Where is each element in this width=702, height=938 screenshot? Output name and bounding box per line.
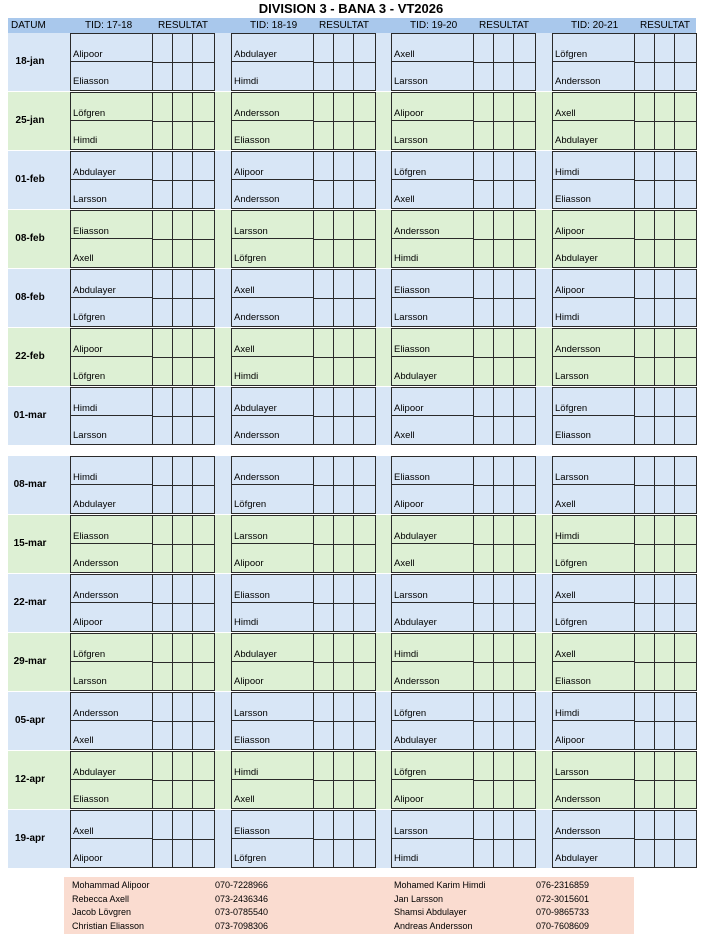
table-row (8, 269, 696, 327)
player-home: Larsson (392, 811, 473, 839)
match-cell (231, 269, 376, 327)
result-divider (152, 416, 214, 417)
result-divider (313, 298, 375, 299)
result-divider (313, 603, 375, 604)
result-divider (152, 544, 214, 545)
player-home: Abdulayer (71, 752, 152, 780)
match-cell (552, 692, 697, 750)
player-home: Axell (553, 575, 634, 603)
header-slot-3: TID: 19-20 (410, 20, 458, 31)
player-away: Eliasson (555, 194, 591, 205)
player-home: Himdi (553, 516, 634, 544)
result-divider (152, 239, 214, 240)
table-row (8, 515, 696, 573)
match-cell (391, 574, 536, 632)
player-home: Abdulayer (71, 270, 152, 298)
contact-name: Mohammad Alipoor (72, 880, 150, 890)
player-home: Andersson (392, 211, 473, 239)
match-cell (391, 210, 536, 268)
result-divider (152, 662, 214, 663)
result-divider (473, 839, 535, 840)
player-away: Alipoor (73, 617, 103, 628)
player-home: Andersson (553, 329, 634, 357)
result-divider (473, 780, 535, 781)
player-away: Alipoor (394, 794, 424, 805)
player-away: Abdulayer (73, 499, 116, 510)
table-row (8, 633, 696, 691)
player-away: Alipoor (73, 853, 103, 864)
player-home: Abdulayer (71, 152, 152, 180)
player-away: Larsson (73, 430, 107, 441)
player-home: Abdulayer (392, 516, 473, 544)
player-away: Eliasson (555, 430, 591, 441)
player-home: Abdulayer (232, 388, 313, 416)
table-row (8, 328, 696, 386)
header-datum: DATUM (11, 20, 46, 31)
result-divider (152, 721, 214, 722)
table-row (8, 751, 696, 809)
match-cell (552, 269, 697, 327)
result-divider (313, 780, 375, 781)
result-divider (152, 603, 214, 604)
player-home: Himdi (392, 634, 473, 662)
player-away: Abdulayer (555, 253, 598, 264)
result-divider (473, 180, 535, 181)
result-divider (152, 485, 214, 486)
row-date: 08-feb (15, 233, 45, 244)
player-away: Andersson (394, 676, 440, 687)
player-home: Alipoor (392, 388, 473, 416)
player-home: Alipoor (553, 211, 634, 239)
contact-phone: 070-7608609 (536, 920, 590, 931)
result-divider (152, 180, 214, 181)
match-cell (231, 33, 376, 91)
player-home: Alipoor (392, 93, 473, 121)
match-cell (391, 151, 536, 209)
contact-name: Andreas Andersson (394, 920, 473, 931)
result-divider (634, 780, 696, 781)
match-cell (552, 387, 697, 445)
table-row (8, 387, 696, 445)
player-away: Himdi (234, 76, 259, 87)
match-cell (391, 633, 536, 691)
player-away: Löfgren (555, 558, 588, 569)
player-home: Löfgren (71, 634, 152, 662)
player-away: Andersson (234, 194, 280, 205)
player-home: Axell (553, 93, 634, 121)
match-cell (70, 151, 215, 209)
match-cell (231, 456, 376, 514)
player-away: Andersson (234, 430, 280, 441)
player-home: Löfgren (553, 388, 634, 416)
player-away: Andersson (234, 312, 280, 323)
player-home: Larsson (232, 211, 313, 239)
match-cell (391, 269, 536, 327)
row-date: 25-jan (15, 115, 45, 126)
result-divider (313, 721, 375, 722)
result-divider (473, 721, 535, 722)
player-away: Axell (73, 735, 94, 746)
player-away: Löfgren (234, 499, 267, 510)
player-home: Larsson (232, 693, 313, 721)
result-divider (152, 62, 214, 63)
player-home: Eliasson (232, 811, 313, 839)
player-home: Axell (232, 270, 313, 298)
result-divider (473, 298, 535, 299)
result-divider (634, 721, 696, 722)
contact-phone: 072-3015601 (536, 893, 590, 904)
player-away: Himdi (555, 312, 580, 323)
player-home: Larsson (232, 516, 313, 544)
player-home: Löfgren (71, 93, 152, 121)
player-away: Axell (555, 499, 576, 510)
player-away: Löfgren (234, 853, 267, 864)
row-date: 01-feb (15, 174, 45, 185)
player-away: Eliasson (73, 794, 109, 805)
player-away: Löfgren (234, 253, 267, 264)
player-home: Himdi (232, 752, 313, 780)
player-away: Himdi (234, 617, 259, 628)
match-cell (552, 151, 697, 209)
contact-phone: 070-7228966 (215, 880, 269, 890)
player-home: Larsson (392, 575, 473, 603)
player-away: Larsson (73, 194, 107, 205)
result-divider (634, 239, 696, 240)
result-divider (313, 62, 375, 63)
player-away: Eliasson (234, 735, 270, 746)
player-home: Eliasson (71, 516, 152, 544)
result-divider (152, 839, 214, 840)
result-divider (313, 121, 375, 122)
row-date: 08-mar (13, 479, 47, 490)
match-cell (552, 210, 697, 268)
player-away: Alipoor (234, 558, 264, 569)
match-cell (70, 210, 215, 268)
row-date: 22-feb (15, 351, 45, 362)
match-cell (70, 92, 215, 150)
match-cell (70, 633, 215, 691)
row-date: 12-apr (14, 774, 45, 785)
result-divider (634, 544, 696, 545)
table-row (8, 33, 696, 91)
result-divider (313, 839, 375, 840)
player-home: Axell (392, 34, 473, 62)
player-home: Eliasson (71, 211, 152, 239)
match-cell (231, 810, 376, 868)
match-cell (70, 692, 215, 750)
result-divider (634, 121, 696, 122)
contact-phone: 073-7098306 (215, 920, 269, 931)
player-home: Larsson (553, 752, 634, 780)
row-date: 08-feb (15, 292, 45, 303)
player-home: Himdi (553, 693, 634, 721)
header-resultat-4: RESULTAT (640, 20, 691, 31)
result-divider (152, 357, 214, 358)
result-divider (473, 544, 535, 545)
player-away: Abdulayer (394, 735, 437, 746)
player-home: Himdi (553, 152, 634, 180)
player-home: Alipoor (553, 270, 634, 298)
contact-name: Rebecca Axell (72, 893, 130, 904)
result-divider (634, 662, 696, 663)
player-away: Alipoor (555, 735, 585, 746)
result-divider (313, 357, 375, 358)
match-cell (552, 33, 697, 91)
result-divider (473, 485, 535, 486)
player-away: Abdulayer (394, 617, 437, 628)
match-cell (231, 751, 376, 809)
result-divider (473, 357, 535, 358)
result-divider (634, 298, 696, 299)
header-slot-4: TID: 20-21 (571, 20, 619, 31)
match-cell (70, 33, 215, 91)
header-resultat-1: RESULTAT (158, 20, 209, 31)
player-away: Himdi (394, 853, 419, 864)
player-home: Alipoor (71, 34, 152, 62)
player-home: Löfgren (553, 34, 634, 62)
result-divider (313, 544, 375, 545)
table-row (8, 151, 696, 209)
match-cell (70, 456, 215, 514)
player-away: Andersson (555, 76, 601, 87)
player-home: Andersson (71, 693, 152, 721)
match-cell (70, 574, 215, 632)
match-cell (552, 810, 697, 868)
match-cell (70, 269, 215, 327)
match-cell (552, 328, 697, 386)
match-cell (231, 633, 376, 691)
player-away: Larsson (394, 312, 428, 323)
match-cell (231, 210, 376, 268)
match-cell (552, 456, 697, 514)
result-divider (473, 121, 535, 122)
result-divider (634, 485, 696, 486)
result-divider (473, 662, 535, 663)
player-away: Axell (73, 253, 94, 264)
header-slot-2: TID: 18-19 (250, 20, 298, 31)
result-divider (313, 180, 375, 181)
contact-phone: 070-9865733 (536, 907, 590, 917)
player-home: Andersson (232, 457, 313, 485)
match-cell (552, 574, 697, 632)
result-divider (634, 603, 696, 604)
table-row (8, 574, 696, 632)
match-cell (552, 751, 697, 809)
match-cell (231, 387, 376, 445)
header-slot-1: TID: 17-18 (85, 20, 133, 31)
contact-list (64, 877, 634, 934)
player-away: Eliasson (555, 676, 591, 687)
header-resultat-2: RESULTAT (319, 20, 370, 31)
player-home: Andersson (553, 811, 634, 839)
result-divider (634, 839, 696, 840)
match-cell (70, 751, 215, 809)
contact-phone: 073-0785540 (215, 907, 269, 917)
player-home: Eliasson (232, 575, 313, 603)
player-away: Axell (394, 430, 415, 441)
table-row (8, 456, 696, 514)
result-divider (634, 180, 696, 181)
player-away: Abdulayer (555, 135, 598, 146)
player-away: Löfgren (73, 371, 106, 382)
table-row (8, 92, 696, 150)
player-home: Abdulayer (232, 634, 313, 662)
result-divider (473, 603, 535, 604)
contact-phone: 076-2316859 (536, 880, 590, 890)
player-home: Himdi (71, 388, 152, 416)
player-home: Andersson (232, 93, 313, 121)
contact-phone: 073-2436346 (215, 893, 269, 904)
match-cell (391, 328, 536, 386)
player-away: Larsson (394, 76, 428, 87)
player-home: Löfgren (392, 752, 473, 780)
match-cell (231, 151, 376, 209)
page-title: DIVISION 3 - BANA 3 - VT2026 (258, 1, 444, 16)
match-cell (391, 456, 536, 514)
player-home: Löfgren (392, 152, 473, 180)
player-home: Axell (71, 811, 152, 839)
row-date: 01-mar (13, 410, 47, 421)
header-resultat-3: RESULTAT (479, 20, 530, 31)
player-away: Larsson (555, 371, 589, 382)
match-cell (231, 692, 376, 750)
player-away: Andersson (555, 794, 601, 805)
contact-name: Jan Larsson (394, 893, 444, 904)
table-row (8, 692, 696, 750)
player-home: Abdulayer (232, 34, 313, 62)
match-cell (552, 633, 697, 691)
player-away: Alipoor (234, 676, 264, 687)
player-home: Eliasson (392, 270, 473, 298)
player-home: Eliasson (392, 329, 473, 357)
result-divider (152, 121, 214, 122)
match-cell (231, 515, 376, 573)
player-away: Eliasson (73, 76, 109, 87)
player-away: Axell (394, 558, 415, 569)
result-divider (152, 780, 214, 781)
match-cell (391, 33, 536, 91)
result-divider (313, 485, 375, 486)
contact-name: Shamsi Abdulayer (394, 907, 467, 917)
match-cell (70, 387, 215, 445)
player-home: Andersson (71, 575, 152, 603)
player-home: Eliasson (392, 457, 473, 485)
player-away: Eliasson (234, 135, 270, 146)
result-divider (634, 357, 696, 358)
match-cell (391, 515, 536, 573)
table-row (8, 210, 696, 268)
match-cell (70, 515, 215, 573)
player-away: Himdi (234, 371, 259, 382)
result-divider (152, 298, 214, 299)
row-date: 29-mar (13, 656, 47, 667)
match-cell (552, 515, 697, 573)
result-divider (634, 62, 696, 63)
player-away: Himdi (394, 253, 419, 264)
player-away: Andersson (73, 558, 119, 569)
row-date: 05-apr (14, 715, 45, 726)
match-cell (231, 328, 376, 386)
match-cell (391, 751, 536, 809)
contact-name: Christian Eliasson (72, 920, 145, 931)
match-cell (391, 92, 536, 150)
result-divider (313, 239, 375, 240)
player-away: Axell (234, 794, 255, 805)
player-away: Abdulayer (394, 371, 437, 382)
player-away: Larsson (73, 676, 107, 687)
player-away: Axell (394, 194, 415, 205)
match-cell (391, 692, 536, 750)
player-away: Löfgren (555, 617, 588, 628)
player-home: Axell (553, 634, 634, 662)
player-home: Löfgren (392, 693, 473, 721)
player-home: Himdi (71, 457, 152, 485)
row-date: 22-mar (13, 597, 47, 608)
table-row (8, 810, 696, 868)
result-divider (473, 416, 535, 417)
match-cell (391, 387, 536, 445)
player-away: Löfgren (73, 312, 106, 323)
player-away: Alipoor (394, 499, 424, 510)
result-divider (473, 239, 535, 240)
result-divider (313, 416, 375, 417)
match-cell (70, 328, 215, 386)
table-header (8, 18, 696, 33)
player-home: Alipoor (71, 329, 152, 357)
row-date: 18-jan (15, 56, 45, 67)
player-away: Abdulayer (555, 853, 598, 864)
player-home: Axell (232, 329, 313, 357)
result-divider (473, 62, 535, 63)
match-cell (70, 810, 215, 868)
row-date: 15-mar (13, 538, 47, 549)
match-cell (552, 92, 697, 150)
contact-name: Jacob Lövgren (72, 907, 132, 917)
player-away: Larsson (394, 135, 428, 146)
row-date: 19-apr (14, 833, 45, 844)
player-home: Larsson (553, 457, 634, 485)
result-divider (634, 416, 696, 417)
result-divider (313, 662, 375, 663)
match-cell (391, 810, 536, 868)
player-away: Himdi (73, 135, 98, 146)
contact-name: Mohamed Karim Himdi (394, 880, 486, 890)
match-cell (231, 574, 376, 632)
player-home: Alipoor (232, 152, 313, 180)
match-cell (231, 92, 376, 150)
